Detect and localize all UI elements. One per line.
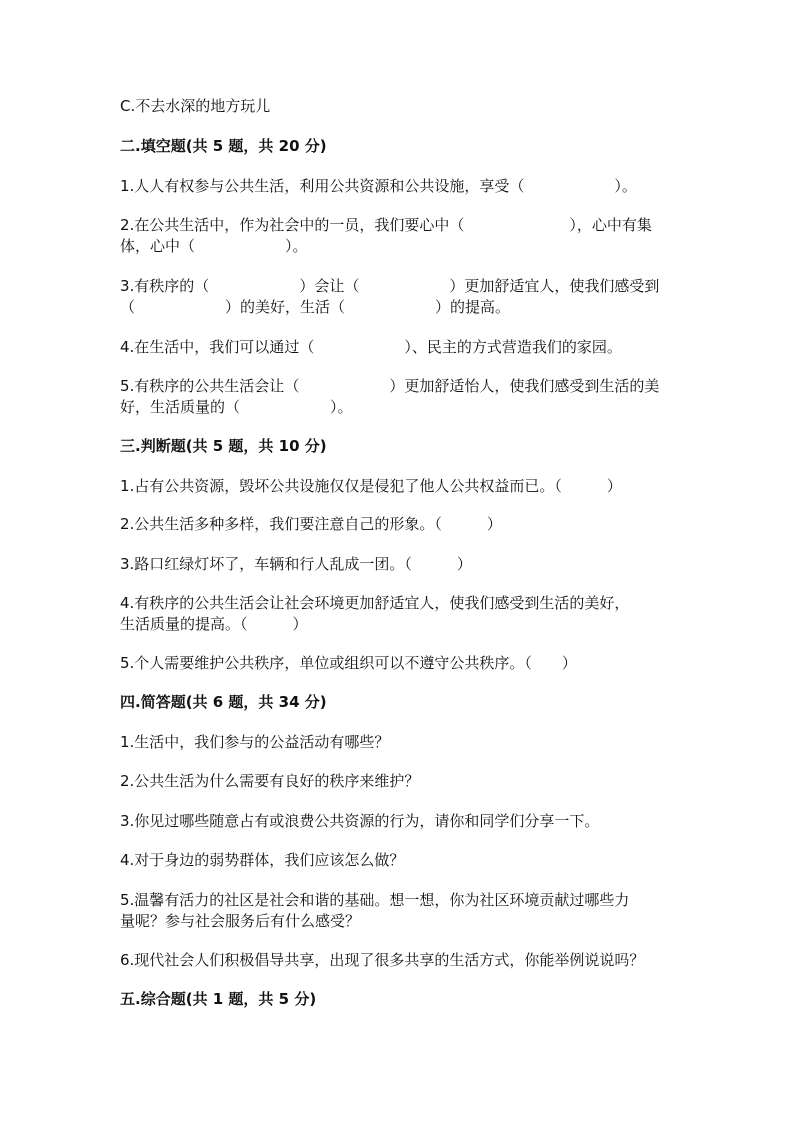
fill-blank-question-3-line-2: （ ）的美好，生活（ ）的提高。 (120, 298, 511, 316)
true-false-question-1: 1.占有公共资源，毁坏公共设施仅仅是侵犯了他人公共权益而已。（ ） (120, 477, 622, 495)
true-false-question-4-line-1: 4.有秩序的公共生活会让社会环境更加舒适宜人，使我们感受到生活的美好， (120, 594, 630, 612)
true-false-question-2: 2.公共生活多种多样，我们要注意自己的形象。（ ） (120, 515, 502, 533)
short-answer-question-5-line-2: 量呢？参与社会服务后有什么感受？ (120, 912, 361, 930)
short-answer-question-6: 6.现代社会人们积极倡导共享，出现了很多共享的生活方式，你能举例说说吗？ (120, 951, 645, 969)
section-heading-short-answer: 四.简答题(共 6 题，共 34 分) (120, 693, 327, 711)
true-false-question-5: 5.个人需要维护公共秩序，单位或组织可以不遵守公共秩序。（ ） (120, 654, 577, 672)
fill-blank-question-1: 1.人人有权参与公共生活，利用公共资源和公共设施，享受（ ）。 (120, 177, 637, 195)
fill-blank-question-4: 4.在生活中，我们可以通过（ ）、民主的方式营造我们的家园。 (120, 338, 622, 356)
fill-blank-question-2-line-2: 体，心中（ ）。 (120, 237, 308, 255)
fill-blank-question-2-line-1: 2.在公共生活中，作为社会中的一员，我们要心中（ ），心中有集 (120, 216, 652, 234)
short-answer-question-4: 4.对于身边的弱势群体，我们应该怎么做？ (120, 851, 405, 869)
fill-blank-question-3-line-1: 3.有秩序的（ ）会让（ ）更加舒适宜人，使我们感受到 (120, 277, 660, 295)
fill-blank-question-5-line-2: 好，生活质量的（ ）。 (120, 398, 353, 416)
true-false-question-3: 3.路口红绿灯坏了，车辆和行人乱成一团。（ ） (120, 555, 472, 573)
short-answer-question-3: 3.你见过哪些随意占有或浪费公共资源的行为，请你和同学们分享一下。 (120, 812, 600, 830)
fill-blank-question-5-line-1: 5.有秩序的公共生活会让（ ）更加舒适怡人，使我们感受到生活的美 (120, 377, 660, 395)
short-answer-question-1: 1.生活中，我们参与的公益活动有哪些？ (120, 733, 390, 751)
section-heading-fill-blank: 二.填空题(共 5 题，共 20 分) (120, 137, 327, 155)
short-answer-question-5-line-1: 5.温馨有活力的社区是社会和谐的基础。想一想，你为社区环境贡献过哪些力 (120, 891, 630, 909)
section-heading-true-false: 三.判断题(共 5 题，共 10 分) (120, 437, 327, 455)
short-answer-question-2: 2.公共生活为什么需要有良好的秩序来维护？ (120, 772, 420, 790)
true-false-question-4-line-2: 生活质量的提高。（ ） (120, 615, 308, 633)
section-heading-comprehensive: 五.综合题(共 1 题，共 5 分) (120, 990, 317, 1008)
option-c: C.不去水深的地方玩儿 (120, 97, 271, 115)
